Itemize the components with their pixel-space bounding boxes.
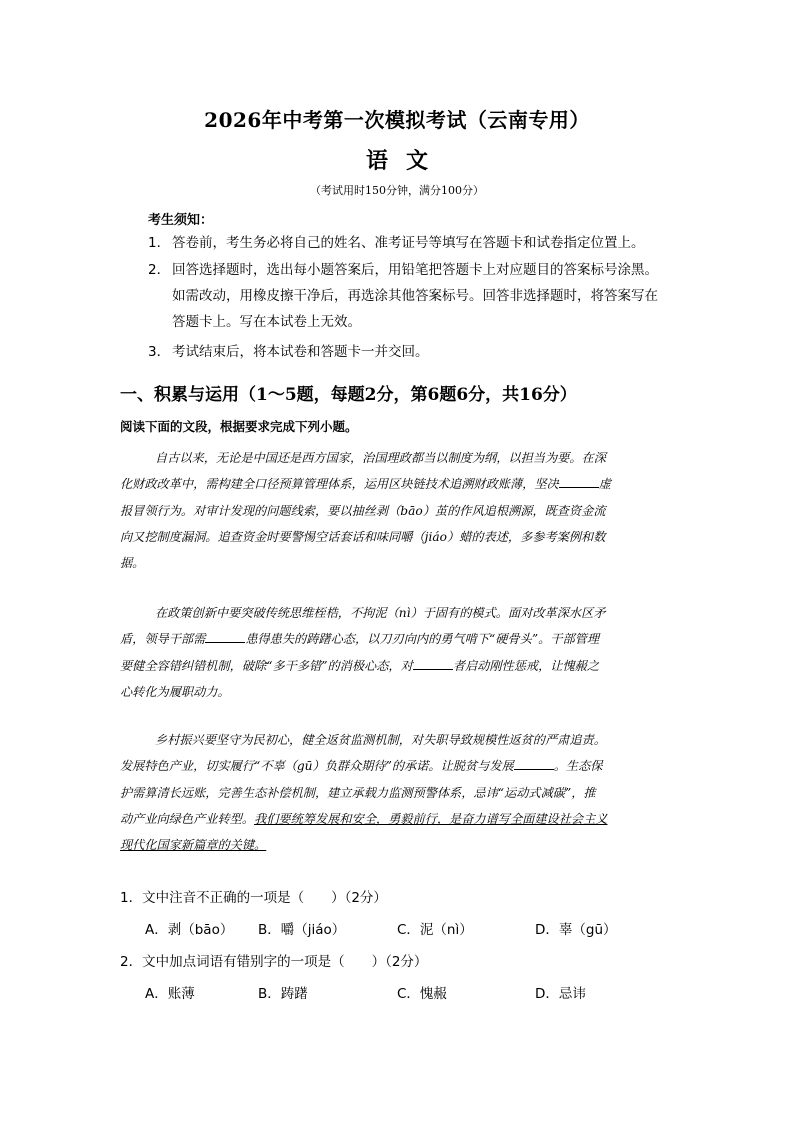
option-d[interactable]: D．忌讳 — [535, 986, 586, 1002]
option-c[interactable]: C．泥（nì） — [397, 922, 473, 938]
passage-text: 化财政改革中，需构建全口径预算管理体系，运用区块链技术追溯财政账薄，坚决 — [120, 477, 559, 492]
notice-text: 考试结束后，将本试卷和答题卡一并交回。 — [172, 344, 429, 360]
passage-line: 据。 — [120, 556, 145, 571]
passage-text: 者启动刚性惩戒，让愧赧之 — [452, 658, 600, 673]
notice-text-continued: 答题卡上。写在本试卷上无效。 — [172, 314, 361, 330]
reading-instruction: 阅读下面的文段，根据要求完成下列小题。 — [120, 419, 358, 434]
passage-paragraph-3 — [120, 727, 686, 858]
passage-text: 要健全容错纠错机制，破除“多干多错”的消极心态，对 — [120, 658, 413, 673]
notice-item-2 — [148, 257, 708, 335]
fill-blank — [413, 657, 453, 670]
passage-text: 发展特色产业，切实履行“不辜（gū）负群众期待”的承诺。让脱贫与发展 — [120, 759, 514, 774]
passage-line: 报冒领行为。对审计发现的问题线索，要以抽丝剥（bāo）茧的作风追根溯源，既查资金流 — [120, 503, 606, 518]
option-a[interactable]: A．剥（bāo） — [145, 922, 234, 938]
notice-text-continued: 如需改动，用橡皮擦干净后，再选涂其他答案标号。回答非选择题时，将答案写在 — [172, 288, 658, 304]
passage-text: 动产业向绿色产业转型。 — [120, 811, 255, 826]
fill-blank — [514, 757, 554, 770]
passage-text: 。生态保 — [553, 759, 603, 774]
option-a[interactable]: A．账薄 — [145, 986, 195, 1002]
passage-paragraph-2 — [120, 600, 686, 705]
notice-text: 回答选择题时，选出每小题答案后，用铅笔把答题卡上对应题目的答案标号涂黑。 — [172, 262, 658, 278]
fill-blank — [559, 475, 599, 488]
passage-line: 乡村振兴要坚守为民初心，健全返贫监测机制，对失职导致规模性返贫的严肃追责。 — [155, 733, 606, 747]
passage-line: 自古以来，无论是中国还是西方国家，治国理政都当以制度为纲，以担当为要。在深 — [155, 451, 606, 465]
option-c[interactable]: C．愧赧 — [397, 986, 447, 1002]
passage-line: 在政策创新中要突破传统思维桎梏，不拘泥（nì）于固有的模式。面对改革深水区矛 — [155, 606, 606, 620]
fill-blank — [205, 630, 245, 643]
exam-time-note: （考试用时150分钟，满分100分） — [310, 184, 484, 197]
passage-line — [120, 653, 686, 679]
passage-text: 虚 — [598, 477, 611, 492]
passage-text: 患得患失的踌躇心态，以刀刃向内的勇气啃下“硬骨头”。干部管理 — [245, 632, 600, 647]
notice-number: 1． — [148, 235, 171, 251]
option-b[interactable]: B．踌躇 — [258, 986, 308, 1002]
notice-text: 答卷前，考生务必将自己的姓名、准考证号等填写在答题卡和试卷指定位置上。 — [172, 235, 645, 251]
passage-line — [120, 471, 686, 497]
passage-line: 向又挖制度漏洞。追查资金时要警惕空话套话和味同嚼（jiáo）蜡的表述，多参考案例和数 — [120, 529, 606, 544]
passage-line — [120, 806, 686, 832]
exam-title: 2026年中考第一次模拟考试（云南专用） — [204, 108, 590, 132]
notice-number: 3． — [148, 344, 171, 360]
notice-number: 2． — [148, 262, 171, 278]
passage-line — [120, 753, 686, 779]
passage-line — [120, 626, 686, 652]
passage-text: 盾，领导干部需 — [120, 632, 206, 647]
underlined-sentence: 我们要统筹发展和安全，勇毅前行，是奋力谱写全面建设社会主义 — [254, 811, 608, 826]
passage-line: 心转化为履职动力。 — [120, 684, 230, 699]
underlined-sentence: 现代化国家新篇章的关键。 — [120, 838, 267, 853]
section-title: 一、积累与运用（1～5题，每题2分，第6题6分，共16分） — [120, 385, 577, 405]
option-b[interactable]: B．嚼（jiáo） — [258, 922, 346, 938]
option-d[interactable]: D．辜（gū） — [535, 922, 617, 938]
question-2-stem: 2．文中加点词语有错别字的一项是（ ）（2分） — [120, 954, 428, 970]
notice-heading: 考生须知： — [148, 213, 214, 228]
passage-paragraph-1 — [120, 445, 686, 576]
passage-line: 护需算清长远账，完善生态补偿机制，建立承载力监测预警体系，忌讳“运动式减碳”，推 — [120, 785, 596, 800]
question-1-stem: 1．文中注音不正确的一项是（ ）（2分） — [120, 890, 387, 906]
notice-item-3 — [148, 339, 708, 365]
notice-item-1 — [148, 230, 708, 256]
exam-subject: 语文 — [365, 148, 446, 174]
